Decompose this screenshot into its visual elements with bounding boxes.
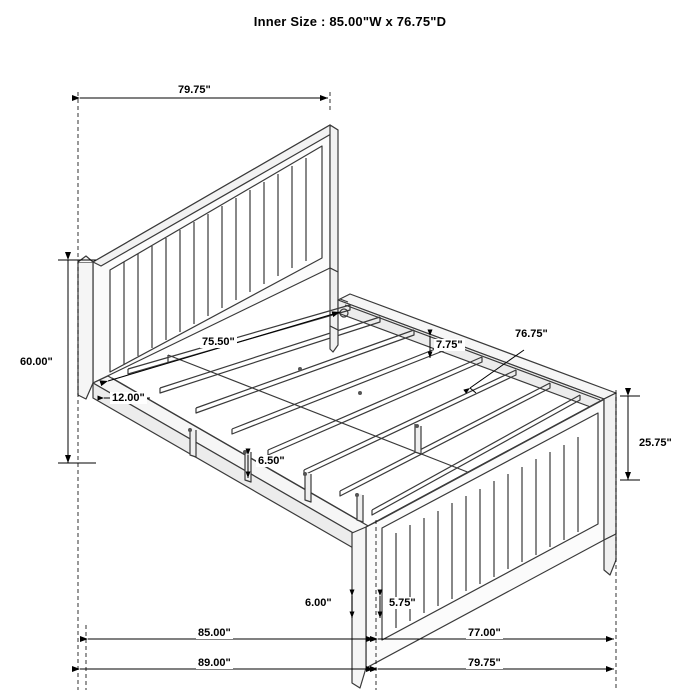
dim-total-right: 79.75" — [468, 657, 501, 669]
dim-overall-right: 77.00" — [468, 627, 501, 639]
dim-overall-left: 85.00" — [198, 627, 231, 639]
dim-headboard-depth: 12.00" — [112, 392, 145, 404]
dim-total-left: 89.00" — [198, 657, 231, 669]
dim-headboard-width: 79.75" — [178, 84, 211, 96]
dim-slat-height: 6.50" — [258, 455, 285, 467]
dim-slat-gap: 7.75" — [436, 339, 463, 351]
dim-bed-depth: 76.75" — [515, 328, 548, 340]
dim-headboard-height: 60.00" — [20, 356, 53, 368]
page-title: Inner Size : 85.00"W x 76.75"D — [253, 14, 447, 29]
dim-clearance: 6.00" — [305, 597, 332, 609]
dim-foot-offset: 5.75" — [389, 597, 416, 609]
dim-footboard-height: 25.75" — [639, 437, 672, 449]
dim-rail-length: 75.50" — [202, 336, 235, 348]
